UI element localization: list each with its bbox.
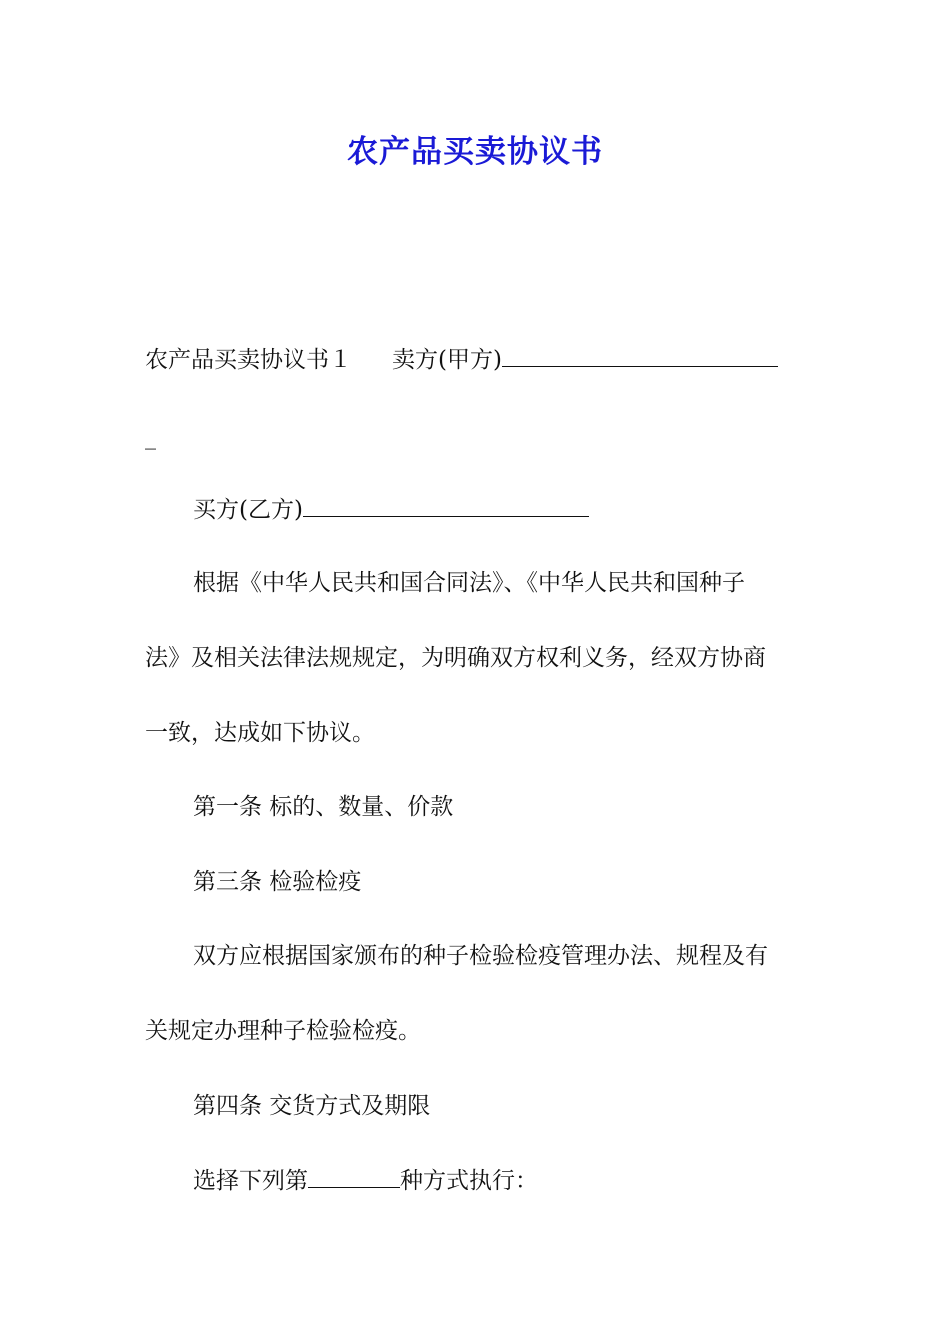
- choose-method-line: 选择下列第 种方式执行：: [193, 1163, 863, 1198]
- paragraph-2-line-2: 关规定办理种子检验检疫。: [145, 1018, 421, 1044]
- paragraph-1-line-1: 根据《中华人民共和国合同法》、《中华人民共和国种子: [193, 570, 745, 596]
- method-number-blank: [308, 1163, 400, 1188]
- seller-label: 卖方(甲方): [392, 347, 502, 373]
- document-title: 农产品买卖协议书: [347, 134, 603, 170]
- paragraph-1-line-3: 一致，达成如下协议。: [145, 720, 375, 746]
- document-subtitle: 农产品买卖协议书１: [145, 347, 352, 373]
- article-3-heading: 第三条 检验检疫: [193, 869, 362, 895]
- buyer-line: [193, 492, 863, 527]
- paragraph-1-line-2: 法》及相关法律法规规定，为明确双方权利义务，经双方协商: [145, 645, 766, 671]
- article-4-heading: 第四条 交货方式及期限: [193, 1093, 431, 1119]
- buyer-blank: [303, 492, 589, 517]
- paragraph-2-line-1: 双方应根据国家颁布的种子检验检疫管理办法、规程及有: [193, 943, 768, 969]
- header-line: [145, 342, 815, 377]
- seller-blank-continuation: _: [145, 425, 156, 450]
- seller-blank: [502, 342, 778, 367]
- buyer-label: 买方(乙方): [193, 497, 303, 523]
- article-1-heading: 第一条 标的、数量、价款: [193, 794, 454, 820]
